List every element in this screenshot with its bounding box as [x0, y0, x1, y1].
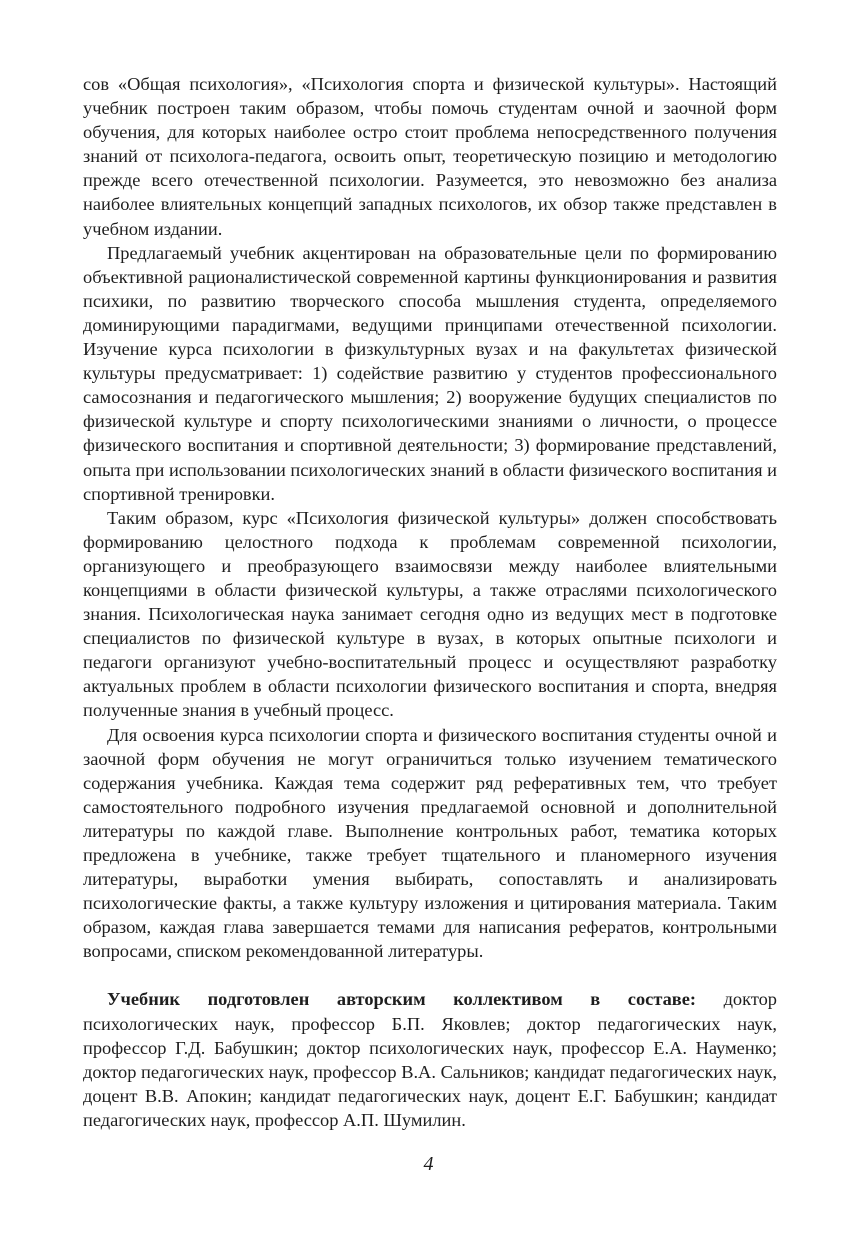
paragraph-study-requirements: Для освоения курса психологии спорта и физического воспитания студенты очной и заочной форм обучения не могут ограничиться только изучением тематического содержания учебника. Каждая тема содержит ряд реферативных тем, что требует самостоятельного подробного изучения предлагаемой основной и дополнительной литературы по каждой главе. Выполнение контрольных работ, тематика которых предложена в учебнике, также требует тщательного и планомерного изучения литературы, выработки умения выбирать, сопоставлять и анализировать психологические факты, а также культуру изложения и цитирования материала. Таким образом, каждая глава завершается темами для написания рефератов, контрольными вопросами, списком рекомендованной литературы. — [83, 724, 777, 962]
paragraph-goals: Предлагаемый учебник акцентирован на образовательные цели по формированию объективной рационалистической современной картины функционирования и развития психики, по развитию творческого способа мышления студента, определяемого доминирующими парадигмами, ведущими принципами отечественной психологии. Изучение курса психологии в физкультурных вузах и на факультетах физической культуры предусматривает: 1) содействие развитию у студентов профессионального самосознания и педагогического мышления; 2) вооружение будущих специалистов по физической культуре и спорту психологическими знаниями о личности, о процессе физического воспитания и спортивной деятельности; 3) формирование представлений, опыта при использовании психологических знаний в области физического воспитания и спортивной тренировки. — [83, 242, 777, 504]
paragraph-course-approach: Таким образом, курс «Психология физической культуры» должен способствовать формированию целостного подхода к проблемам современной психологии, организующего и преобразующего взаимосвязи между наиболее влиятельными концепциями в области физической культуры, а также отраслями психологического знания. Психологическая наука занимает сегодня одно из ведущих мест в подготовке специалистов по физической культуре в вузах, в которых опытные психологи и педагоги организуют учебно-воспитательный процесс и осуществляют разработку актуальных проблем в области психологии физического воспитания и спорта, внедряя полученные знания в учебный процесс. — [83, 507, 777, 721]
page-number: 4 — [423, 1153, 434, 1175]
authors-credits-text: доктор психологических наук, профессор Б.П. Яковлев; доктор педагогических наук, профессор Г.Д. Бабушкин; доктор психологических наук, профессор Е.А. Науменко; доктор педагогических наук, профессор В.А. Сальников; кандидат педагогических наук, доцент В.В. Апокин; кандидат педагогических наук, доцент Е.Г. Бабушкин; кандидат педагогических наук, профессор А.П. Шумилин. — [83, 989, 778, 1130]
paragraph-intro-continued: сов «Общая психология», «Психология спорта и физической культуры». Настоящий учебник построен таким образом, чтобы помочь студентам очной и заочной форм обучения, для которых наиболее остро стоит проблема непосредственного получения знаний от психолога-педагога, освоить опыт, теоретическую позицию и методологию прежде всего отечественной психологии. Разумеется, это невозможно без анализа наиболее влиятельных концепций западных психологов, их обзор также представлен в учебном издании. — [83, 74, 777, 239]
page-body — [83, 72, 777, 1132]
authors-credits — [83, 987, 777, 1132]
authors-credits-lead: Учебник подготовлен авторским коллективом в составе: — [107, 989, 696, 1010]
